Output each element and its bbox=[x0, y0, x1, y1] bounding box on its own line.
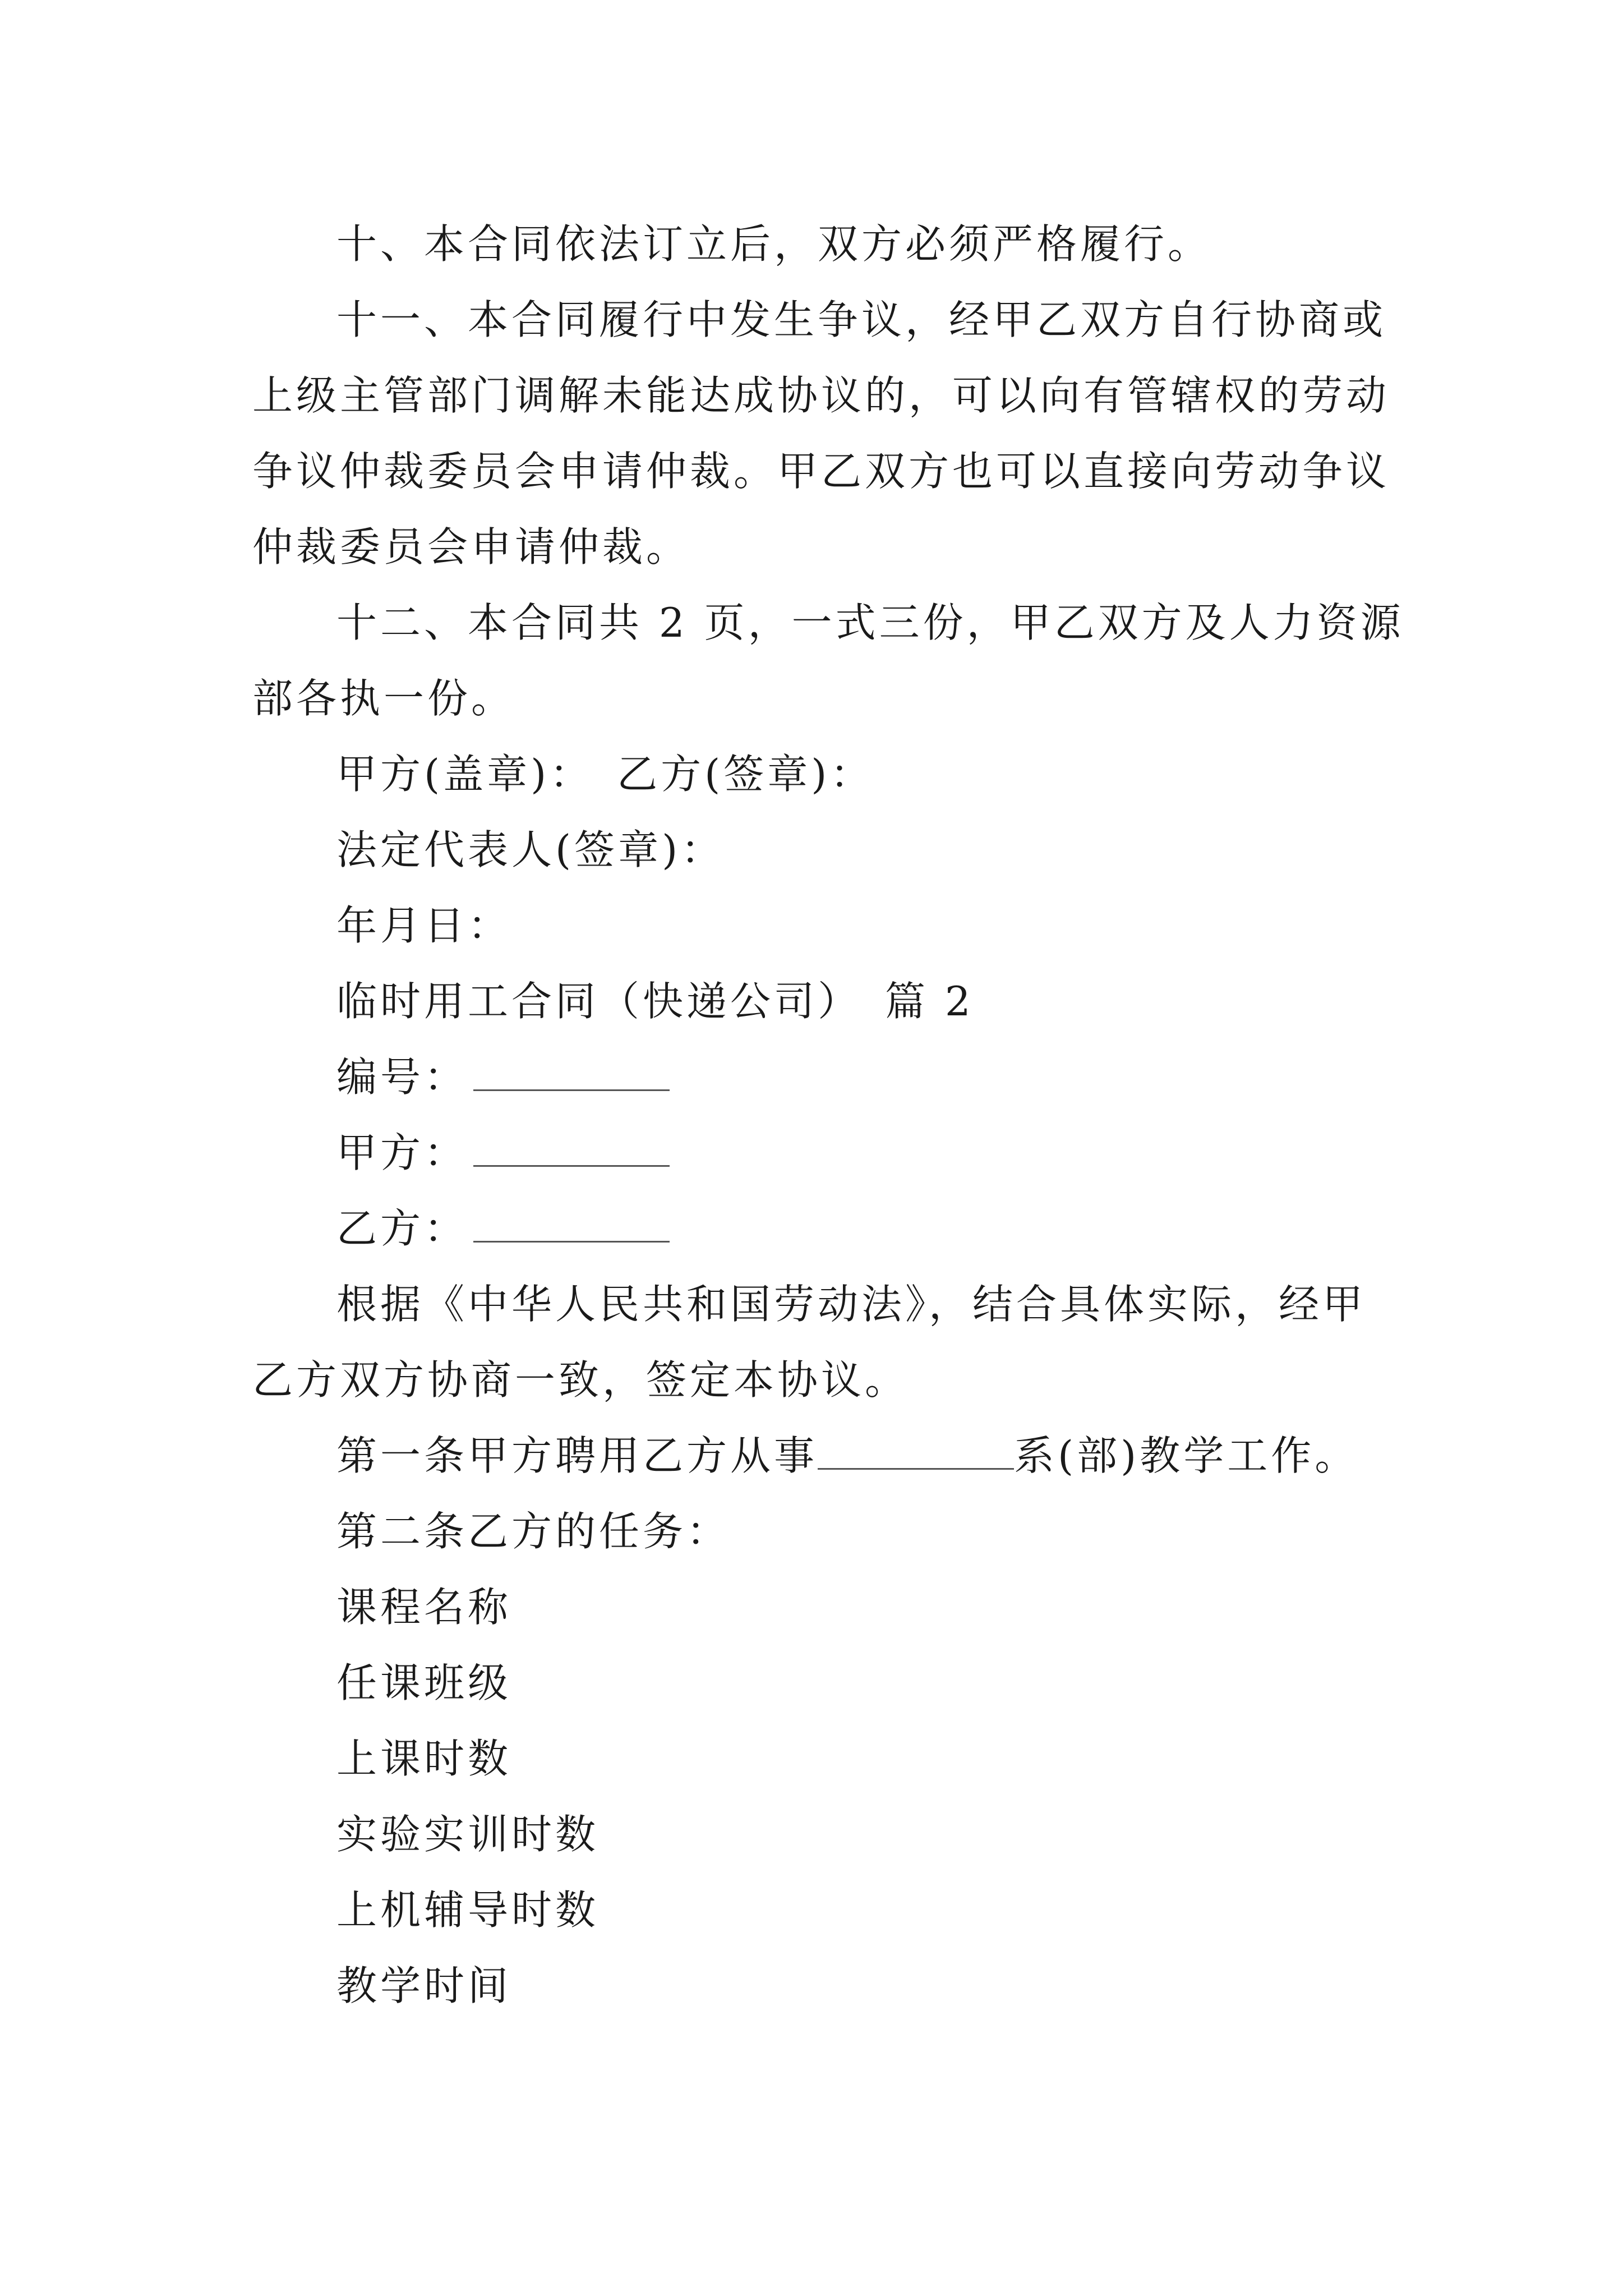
clause-12-line-1: 十二、本合同共 2 页，一式三份，甲乙双方及人力资源 bbox=[336, 599, 1404, 646]
date-line: 年月日： bbox=[336, 902, 512, 949]
article-2: 第二条乙方的任务： bbox=[336, 1508, 731, 1555]
article-1 bbox=[336, 1428, 1623, 1484]
field-number-blank bbox=[473, 1055, 670, 1091]
field-party-b-label: 乙方： bbox=[336, 1205, 468, 1252]
clause-12-line-2: 部各执一份。 bbox=[252, 675, 515, 722]
task-course-name: 课程名称 bbox=[336, 1584, 512, 1631]
clause-11-line-2: 上级主管部门调解未能达成协议的，可以向有管辖权的劳动 bbox=[252, 372, 1390, 419]
task-lab-hours: 实验实训时数 bbox=[336, 1811, 600, 1858]
preamble-line-1: 根据《中华人民共和国劳动法》，结合具体实际，经甲 bbox=[336, 1281, 1367, 1328]
task-class: 任课班级 bbox=[336, 1659, 512, 1706]
clause-11-line-1: 十一、本合同履行中发生争议，经甲乙双方自行协商或 bbox=[336, 296, 1387, 343]
signature-parties: 甲方(盖章)： 乙方(签章)： bbox=[336, 751, 874, 798]
section-title: 临时用工合同（快递公司） 篇 2 bbox=[336, 978, 974, 1025]
field-party-b bbox=[336, 1200, 1623, 1257]
task-computer-hours: 上机辅导时数 bbox=[336, 1887, 600, 1934]
legal-representative: 法定代表人(签章)： bbox=[336, 826, 725, 873]
clause-11-line-4: 仲裁委员会申请仲裁。 bbox=[252, 523, 690, 570]
preamble-line-2: 乙方双方协商一致，签定本协议。 bbox=[252, 1356, 909, 1404]
field-party-a-label: 甲方： bbox=[336, 1129, 468, 1176]
task-teaching-time: 教学时间 bbox=[336, 1962, 512, 2009]
article-1-blank bbox=[818, 1433, 1014, 1470]
clause-11-line-3: 争议仲裁委员会申请仲裁。甲乙双方也可以直接向劳动争议 bbox=[252, 448, 1390, 495]
field-number bbox=[336, 1049, 1623, 1105]
article-1-text-a: 第一条甲方聘用乙方从事 bbox=[336, 1432, 818, 1479]
article-1-text-b: 系(部)教学工作。 bbox=[1014, 1432, 1359, 1479]
field-party-a-blank bbox=[473, 1130, 670, 1167]
field-party-b-blank bbox=[473, 1206, 670, 1243]
clause-10-text: 十、本合同依法订立后，双方必须严格履行。 bbox=[336, 220, 1212, 268]
field-number-label: 编号： bbox=[336, 1053, 468, 1101]
task-lecture-hours: 上课时数 bbox=[336, 1735, 512, 1782]
field-party-a bbox=[336, 1125, 1623, 1181]
